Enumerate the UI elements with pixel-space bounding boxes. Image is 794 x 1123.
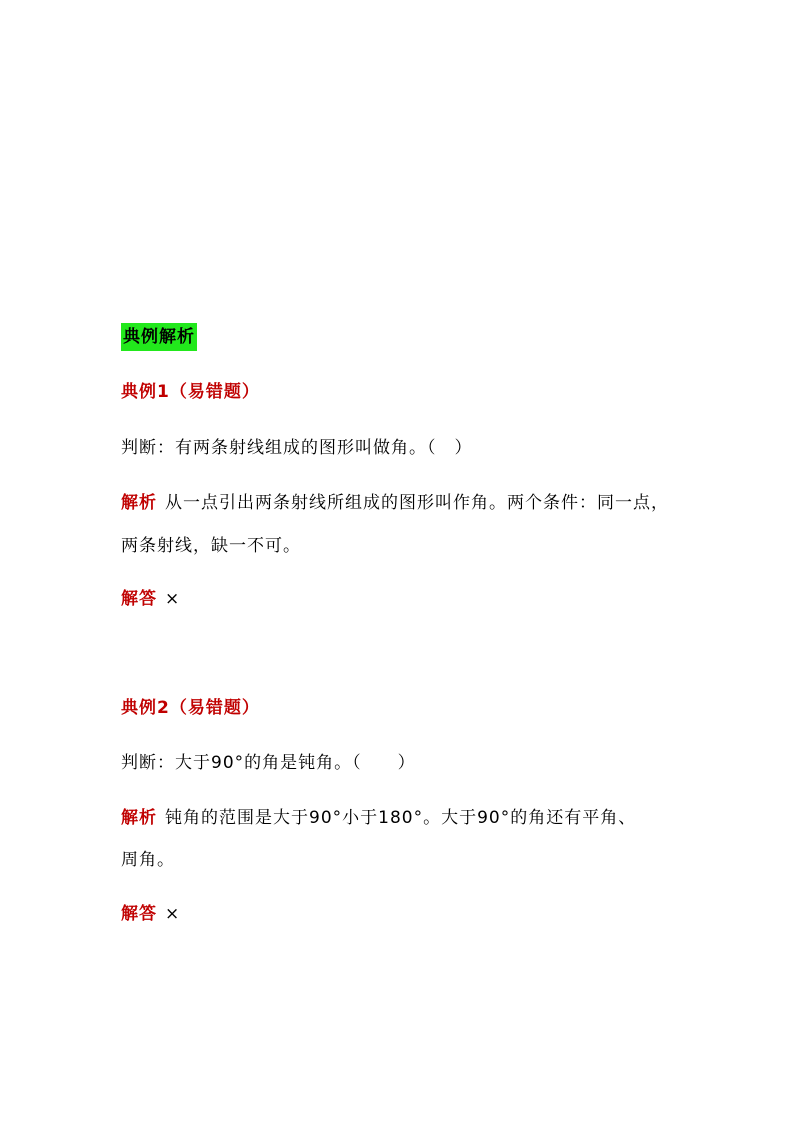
example2-analysis-label: 解析 <box>121 808 157 828</box>
example1-heading: 典例1（易错题） <box>121 382 260 402</box>
example2-question: 判断：大于90°的角是钝角。（ ） <box>121 753 416 773</box>
example1-analysis-continuation: 两条射线，缺一不可。 <box>121 536 301 556</box>
example1-analysis-text: 从一点引出两条射线所组成的图形叫作角。两个条件：同一点， <box>165 493 669 513</box>
example1-answer-label: 解答 <box>121 589 157 609</box>
example2-heading: 典例2（易错题） <box>121 698 260 718</box>
example2-analysis-row <box>121 806 636 830</box>
example2-answer-label: 解答 <box>121 904 157 924</box>
example2-analysis-text: 钝角的范围是大于90°小于180°。大于90°的角还有平角、 <box>165 808 637 828</box>
example2-answer-value: × <box>165 904 181 924</box>
example1-answer-row <box>121 587 180 611</box>
example1-analysis-row <box>121 491 669 515</box>
example2-answer-row <box>121 902 180 926</box>
example1-answer-value: × <box>165 589 181 609</box>
example1-analysis-label: 解析 <box>121 493 157 513</box>
section-title: 典例解析 <box>121 323 197 351</box>
example2-analysis-continuation: 周角。 <box>121 850 175 870</box>
section-heading-row <box>121 323 197 351</box>
example1-question: 判断：有两条射线组成的图形叫做角。（ ） <box>121 438 473 458</box>
